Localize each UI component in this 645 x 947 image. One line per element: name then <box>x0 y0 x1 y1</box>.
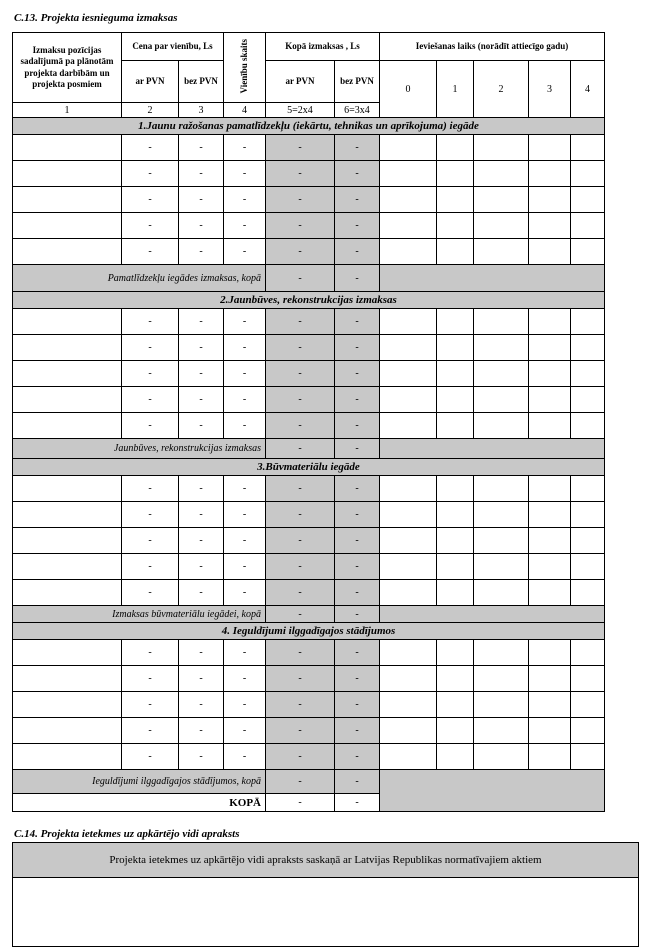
position-input[interactable] <box>13 502 122 528</box>
total-with-vat-cell: - <box>266 744 335 770</box>
environment-input-area[interactable] <box>13 878 639 947</box>
units-cell: - <box>224 387 266 413</box>
year-1-input[interactable] <box>437 554 474 580</box>
price-with-vat-cell: - <box>122 666 179 692</box>
year-3-input[interactable] <box>529 413 571 439</box>
total-without-vat-cell: - <box>335 692 380 718</box>
price-without-vat-cell: - <box>179 335 224 361</box>
year-0-input[interactable] <box>380 413 437 439</box>
year-1-input[interactable] <box>437 528 474 554</box>
table-row <box>13 439 605 459</box>
total-without-vat-cell: - <box>335 502 380 528</box>
position-input[interactable] <box>13 239 122 265</box>
total-with-vat-cell: - <box>266 718 335 744</box>
year-2-input[interactable] <box>474 161 529 187</box>
summary-timing-blank <box>380 439 605 459</box>
year-0-input[interactable] <box>380 640 437 666</box>
summary-without-vat: - <box>335 770 380 794</box>
units-cell: - <box>224 187 266 213</box>
position-input[interactable] <box>13 187 122 213</box>
year-4-input[interactable] <box>571 640 605 666</box>
year-2-input[interactable] <box>474 309 529 335</box>
year-1-input[interactable] <box>437 476 474 502</box>
column-number-1: 1 <box>13 103 122 118</box>
total-with-vat-cell: - <box>266 554 335 580</box>
position-input[interactable] <box>13 335 122 361</box>
price-with-vat-cell: - <box>122 718 179 744</box>
price-without-vat-cell: - <box>179 161 224 187</box>
table-row <box>13 476 605 502</box>
table-row <box>13 387 605 413</box>
year-4-input[interactable] <box>571 309 605 335</box>
year-4-input[interactable] <box>571 135 605 161</box>
header-total-with-vat: ar PVN <box>266 61 335 103</box>
table-row <box>13 502 605 528</box>
total-without-vat-cell: - <box>335 135 380 161</box>
year-4-input[interactable] <box>571 361 605 387</box>
year-4-input[interactable] <box>571 476 605 502</box>
year-2-input[interactable] <box>474 187 529 213</box>
column-number-2: 2 <box>122 103 179 118</box>
table-row <box>13 213 605 239</box>
year-2-input[interactable] <box>474 239 529 265</box>
table-row <box>13 292 605 309</box>
total-without-vat-cell: - <box>335 640 380 666</box>
year-4-input[interactable] <box>571 387 605 413</box>
year-2-input[interactable] <box>474 692 529 718</box>
year-1-input[interactable] <box>437 640 474 666</box>
column-number-5: 5=2x4 <box>266 103 335 118</box>
price-without-vat-cell: - <box>179 187 224 213</box>
year-0-input[interactable] <box>380 335 437 361</box>
units-cell: - <box>224 309 266 335</box>
summary-with-vat: - <box>266 606 335 623</box>
table-row <box>13 135 605 161</box>
position-input[interactable] <box>13 744 122 770</box>
grand-total-label: KOPĀ <box>13 794 266 812</box>
year-3-input[interactable] <box>529 361 571 387</box>
year-3-input[interactable] <box>529 744 571 770</box>
year-0-input[interactable] <box>380 361 437 387</box>
year-0-input[interactable] <box>380 135 437 161</box>
summary-with-vat: - <box>266 265 335 292</box>
year-2-input[interactable] <box>474 640 529 666</box>
price-with-vat-cell: - <box>122 387 179 413</box>
year-0-input[interactable] <box>380 476 437 502</box>
total-with-vat-cell: - <box>266 309 335 335</box>
total-with-vat-cell: - <box>266 135 335 161</box>
position-input[interactable] <box>13 387 122 413</box>
header-price-without-vat: bez PVN <box>179 61 224 103</box>
year-0-input[interactable] <box>380 187 437 213</box>
price-without-vat-cell: - <box>179 476 224 502</box>
year-0-input[interactable] <box>380 744 437 770</box>
units-cell: - <box>224 744 266 770</box>
year-1-input[interactable] <box>437 361 474 387</box>
units-cell: - <box>224 692 266 718</box>
header-total-costs: Kopā izmaksas , Ls <box>266 33 380 61</box>
year-0-input[interactable] <box>380 528 437 554</box>
price-without-vat-cell: - <box>179 580 224 606</box>
price-with-vat-cell: - <box>122 640 179 666</box>
table-row <box>13 239 605 265</box>
year-0-input[interactable] <box>380 554 437 580</box>
table-row <box>13 744 605 770</box>
grand-total-with-vat: - <box>266 794 335 812</box>
year-1-input[interactable] <box>437 744 474 770</box>
table-row <box>13 718 605 744</box>
units-cell: - <box>224 413 266 439</box>
year-2-input[interactable] <box>474 135 529 161</box>
header-implementation-time: Ieviešanas laiks (norādīt attiecīgo gadu) <box>380 33 605 61</box>
year-4-input[interactable] <box>571 666 605 692</box>
price-with-vat-cell: - <box>122 239 179 265</box>
year-3-input[interactable] <box>529 213 571 239</box>
total-with-vat-cell: - <box>266 502 335 528</box>
year-1-input[interactable] <box>437 502 474 528</box>
total-with-vat-cell: - <box>266 387 335 413</box>
year-0-input[interactable] <box>380 387 437 413</box>
year-3-input[interactable] <box>529 135 571 161</box>
price-without-vat-cell: - <box>179 502 224 528</box>
year-3-input[interactable] <box>529 692 571 718</box>
table-row <box>13 528 605 554</box>
total-with-vat-cell: - <box>266 187 335 213</box>
year-3-input[interactable] <box>529 640 571 666</box>
header-units-label: Vienību skaits <box>238 38 249 94</box>
column-number-3: 3 <box>179 103 224 118</box>
year-4-input[interactable] <box>571 335 605 361</box>
year-4-input[interactable] <box>571 692 605 718</box>
year-3-input[interactable] <box>529 161 571 187</box>
year-2-input[interactable] <box>474 502 529 528</box>
year-0-input[interactable] <box>380 580 437 606</box>
units-cell: - <box>224 640 266 666</box>
table-row <box>13 666 605 692</box>
position-input[interactable] <box>13 528 122 554</box>
year-0-input[interactable] <box>380 309 437 335</box>
header-price-per-unit: Cena par vienību, Ls <box>122 33 224 61</box>
table-row <box>13 770 605 794</box>
year-3-input[interactable] <box>529 239 571 265</box>
year-1-input[interactable] <box>437 387 474 413</box>
total-without-vat-cell: - <box>335 476 380 502</box>
year-0-input[interactable] <box>380 692 437 718</box>
table-row <box>13 361 605 387</box>
position-input[interactable] <box>13 213 122 239</box>
section-title: 2.Jaunbūves, rekonstrukcijas izmaksas <box>13 292 605 309</box>
year-1-input[interactable] <box>437 718 474 744</box>
table-row <box>13 580 605 606</box>
price-with-vat-cell: - <box>122 213 179 239</box>
section-title: 4. Ieguldījumi ilggadīgajos stādījumos <box>13 623 605 640</box>
price-with-vat-cell: - <box>122 580 179 606</box>
total-without-vat-cell: - <box>335 161 380 187</box>
units-cell: - <box>224 502 266 528</box>
year-1-input[interactable] <box>437 692 474 718</box>
column-number-6: 6=3x4 <box>335 103 380 118</box>
total-with-vat-cell: - <box>266 528 335 554</box>
year-3-input[interactable] <box>529 528 571 554</box>
environment-table <box>12 842 639 947</box>
table-row <box>13 413 605 439</box>
year-2-input[interactable] <box>474 554 529 580</box>
price-without-vat-cell: - <box>179 239 224 265</box>
price-with-vat-cell: - <box>122 335 179 361</box>
header-year-3: 3 <box>529 61 571 118</box>
table-row <box>13 265 605 292</box>
price-without-vat-cell: - <box>179 744 224 770</box>
price-with-vat-cell: - <box>122 309 179 335</box>
position-input[interactable] <box>13 554 122 580</box>
price-with-vat-cell: - <box>122 413 179 439</box>
year-4-input[interactable] <box>571 580 605 606</box>
price-without-vat-cell: - <box>179 361 224 387</box>
position-input[interactable] <box>13 666 122 692</box>
year-0-input[interactable] <box>380 213 437 239</box>
price-with-vat-cell: - <box>122 476 179 502</box>
year-3-input[interactable] <box>529 666 571 692</box>
position-input[interactable] <box>13 135 122 161</box>
position-input[interactable] <box>13 640 122 666</box>
c14-title: C.14. Projekta ietekmes uz apkārtējo vidi apraksts <box>14 828 240 840</box>
column-number-4: 4 <box>224 103 266 118</box>
position-input[interactable] <box>13 718 122 744</box>
total-without-vat-cell: - <box>335 239 380 265</box>
position-input[interactable] <box>13 476 122 502</box>
total-with-vat-cell: - <box>266 692 335 718</box>
year-4-input[interactable] <box>571 528 605 554</box>
units-cell: - <box>224 213 266 239</box>
table-row <box>13 309 605 335</box>
summary-timing-blank <box>380 265 605 292</box>
year-4-input[interactable] <box>571 744 605 770</box>
year-4-input[interactable] <box>571 502 605 528</box>
year-4-input[interactable] <box>571 413 605 439</box>
year-2-input[interactable] <box>474 413 529 439</box>
units-cell: - <box>224 580 266 606</box>
units-cell: - <box>224 554 266 580</box>
price-with-vat-cell: - <box>122 135 179 161</box>
total-without-vat-cell: - <box>335 213 380 239</box>
year-3-input[interactable] <box>529 554 571 580</box>
table-row <box>13 459 605 476</box>
total-with-vat-cell: - <box>266 476 335 502</box>
summary-with-vat: - <box>266 770 335 794</box>
table-row <box>13 640 605 666</box>
header-price-with-vat: ar PVN <box>122 61 179 103</box>
section-title: 3.Būvmateriālu iegāde <box>13 459 605 476</box>
year-0-input[interactable] <box>380 502 437 528</box>
year-3-input[interactable] <box>529 187 571 213</box>
year-1-input[interactable] <box>437 309 474 335</box>
position-input[interactable] <box>13 161 122 187</box>
section-summary: Jaunbūves, rekonstrukcijas izmaksas <box>13 439 266 459</box>
table-row <box>13 692 605 718</box>
price-with-vat-cell: - <box>122 554 179 580</box>
price-with-vat-cell: - <box>122 744 179 770</box>
price-without-vat-cell: - <box>179 718 224 744</box>
header-positions: Izmaksu pozīcijas sadalījumā pa plānotām projekta darbībām un projekta posmiem <box>13 33 122 103</box>
price-without-vat-cell: - <box>179 309 224 335</box>
price-without-vat-cell: - <box>179 413 224 439</box>
table-row <box>13 161 605 187</box>
year-4-input[interactable] <box>571 187 605 213</box>
summary-without-vat: - <box>335 606 380 623</box>
total-without-vat-cell: - <box>335 528 380 554</box>
summary-without-vat: - <box>335 265 380 292</box>
year-2-input[interactable] <box>474 744 529 770</box>
year-2-input[interactable] <box>474 476 529 502</box>
table-row <box>13 187 605 213</box>
table-row <box>13 623 605 640</box>
units-cell: - <box>224 335 266 361</box>
position-input[interactable] <box>13 692 122 718</box>
cost-table <box>12 32 605 812</box>
units-cell: - <box>224 161 266 187</box>
section-summary: Ieguldījumi ilggadīgajos stādījumos, kopā <box>13 770 266 794</box>
table-row <box>13 606 605 623</box>
table-row <box>13 118 605 135</box>
total-with-vat-cell: - <box>266 213 335 239</box>
year-1-input[interactable] <box>437 161 474 187</box>
price-without-vat-cell: - <box>179 135 224 161</box>
year-1-input[interactable] <box>437 135 474 161</box>
units-cell: - <box>224 718 266 744</box>
total-without-vat-cell: - <box>335 718 380 744</box>
total-without-vat-cell: - <box>335 387 380 413</box>
units-cell: - <box>224 476 266 502</box>
section-summary: Pamatlīdzekļu iegādes izmaksas, kopā <box>13 265 266 292</box>
year-0-input[interactable] <box>380 666 437 692</box>
c13-title: C.13. Projekta iesnieguma izmaksas <box>14 12 178 24</box>
year-2-input[interactable] <box>474 361 529 387</box>
year-1-input[interactable] <box>437 413 474 439</box>
year-1-input[interactable] <box>437 335 474 361</box>
price-with-vat-cell: - <box>122 528 179 554</box>
year-3-input[interactable] <box>529 335 571 361</box>
environment-header: Projekta ietekmes uz apkārtējo vidi apraksts saskaņā ar Latvijas Republikas normatīvajiem aktiem <box>13 843 639 878</box>
year-2-input[interactable] <box>474 718 529 744</box>
total-without-vat-cell: - <box>335 580 380 606</box>
position-input[interactable] <box>13 361 122 387</box>
price-without-vat-cell: - <box>179 387 224 413</box>
total-with-vat-cell: - <box>266 413 335 439</box>
year-2-input[interactable] <box>474 580 529 606</box>
position-input[interactable] <box>13 309 122 335</box>
price-without-vat-cell: - <box>179 692 224 718</box>
year-1-input[interactable] <box>437 213 474 239</box>
summary-with-vat: - <box>266 439 335 459</box>
year-4-input[interactable] <box>571 213 605 239</box>
total-without-vat-cell: - <box>335 413 380 439</box>
price-without-vat-cell: - <box>179 528 224 554</box>
price-without-vat-cell: - <box>179 554 224 580</box>
summary-timing-blank <box>380 606 605 623</box>
year-2-input[interactable] <box>474 666 529 692</box>
total-without-vat-cell: - <box>335 666 380 692</box>
year-3-input[interactable] <box>529 502 571 528</box>
total-with-vat-cell: - <box>266 239 335 265</box>
table-row <box>13 554 605 580</box>
table-row <box>13 335 605 361</box>
section-summary: Izmaksas būvmateriālu iegādei, kopā <box>13 606 266 623</box>
year-2-input[interactable] <box>474 213 529 239</box>
section-title: 1.Jaunu ražošanas pamatlīdzekļu (iekārtu, tehnikas un aprīkojuma) iegāde <box>13 118 605 135</box>
year-4-input[interactable] <box>571 161 605 187</box>
table-row <box>13 33 605 61</box>
price-without-vat-cell: - <box>179 666 224 692</box>
total-without-vat-cell: - <box>335 554 380 580</box>
price-without-vat-cell: - <box>179 640 224 666</box>
header-year-1: 1 <box>437 61 474 118</box>
total-without-vat-cell: - <box>335 309 380 335</box>
total-without-vat-cell: - <box>335 744 380 770</box>
total-with-vat-cell: - <box>266 666 335 692</box>
header-year-0: 0 <box>380 61 437 118</box>
header-year-4: 4 <box>571 61 605 118</box>
total-with-vat-cell: - <box>266 361 335 387</box>
year-4-input[interactable] <box>571 718 605 744</box>
year-2-input[interactable] <box>474 528 529 554</box>
year-0-input[interactable] <box>380 718 437 744</box>
total-without-vat-cell: - <box>335 187 380 213</box>
units-cell: - <box>224 528 266 554</box>
header-total-without-vat: bez PVN <box>335 61 380 103</box>
summary-timing-blank <box>380 770 605 812</box>
position-input[interactable] <box>13 580 122 606</box>
year-4-input[interactable] <box>571 554 605 580</box>
year-3-input[interactable] <box>529 387 571 413</box>
total-with-vat-cell: - <box>266 335 335 361</box>
total-with-vat-cell: - <box>266 580 335 606</box>
units-cell: - <box>224 361 266 387</box>
units-cell: - <box>224 239 266 265</box>
year-1-input[interactable] <box>437 239 474 265</box>
units-cell: - <box>224 666 266 692</box>
year-0-input[interactable] <box>380 239 437 265</box>
price-without-vat-cell: - <box>179 213 224 239</box>
year-1-input[interactable] <box>437 187 474 213</box>
header-year-2: 2 <box>474 61 529 118</box>
year-1-input[interactable] <box>437 580 474 606</box>
total-with-vat-cell: - <box>266 640 335 666</box>
year-2-input[interactable] <box>474 387 529 413</box>
position-input[interactable] <box>13 413 122 439</box>
price-with-vat-cell: - <box>122 361 179 387</box>
year-2-input[interactable] <box>474 335 529 361</box>
total-with-vat-cell: - <box>266 161 335 187</box>
price-with-vat-cell: - <box>122 692 179 718</box>
price-with-vat-cell: - <box>122 502 179 528</box>
year-3-input[interactable] <box>529 580 571 606</box>
year-4-input[interactable] <box>571 239 605 265</box>
total-without-vat-cell: - <box>335 361 380 387</box>
year-0-input[interactable] <box>380 161 437 187</box>
header-units <box>224 33 266 103</box>
total-without-vat-cell: - <box>335 335 380 361</box>
year-3-input[interactable] <box>529 718 571 744</box>
grand-total-without-vat: - <box>335 794 380 812</box>
units-cell: - <box>224 135 266 161</box>
summary-without-vat: - <box>335 439 380 459</box>
year-3-input[interactable] <box>529 476 571 502</box>
price-with-vat-cell: - <box>122 187 179 213</box>
year-3-input[interactable] <box>529 309 571 335</box>
price-with-vat-cell: - <box>122 161 179 187</box>
year-1-input[interactable] <box>437 666 474 692</box>
